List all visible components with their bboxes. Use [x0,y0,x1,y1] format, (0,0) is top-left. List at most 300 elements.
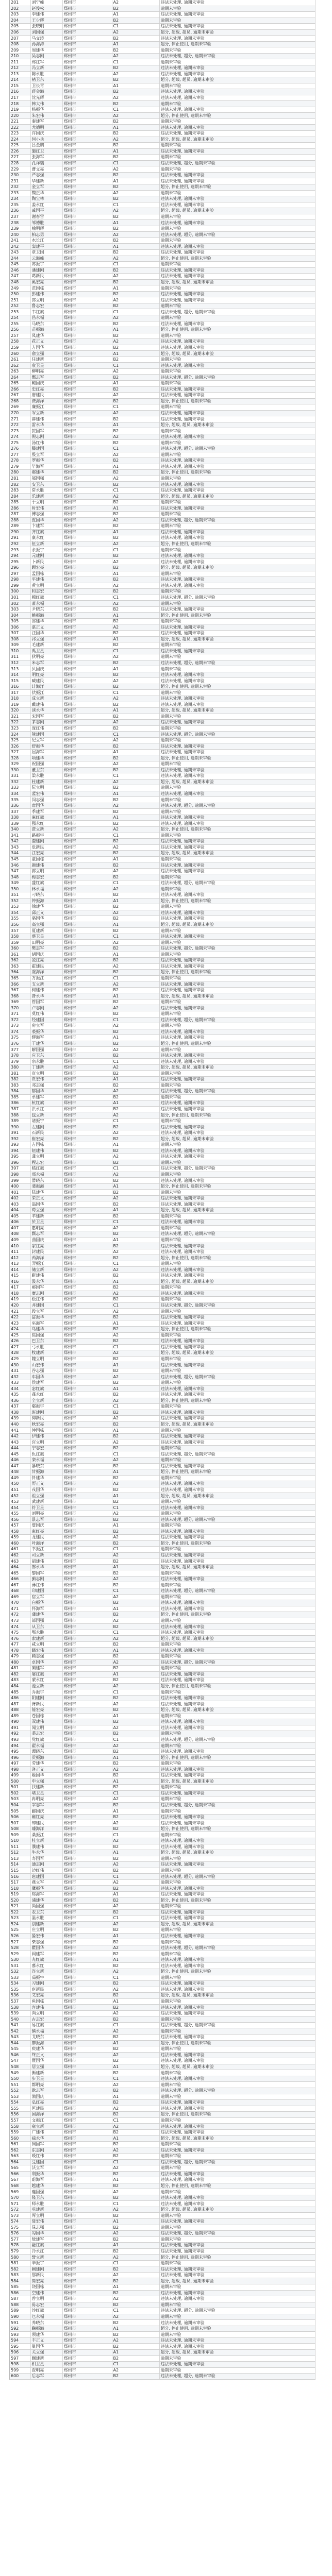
violation-reason-cell: 超分, 停止使用, 逾期未审验 [159,1897,315,1904]
table-row [10,1421,315,1428]
violation-reason-cell: 逾期未审验 [159,381,315,387]
license-class-cell: B2 [112,1285,159,1291]
driver-name-cell: 嵇红旗 [30,1166,62,1172]
table-row [10,642,315,649]
license-class-cell: B2 [112,1654,159,1660]
driver-name-cell: 贝国庆 [30,666,62,672]
table-row [10,2076,315,2082]
table-row [10,743,315,750]
license-class-cell: B2 [112,249,159,256]
license-class-cell: B2 [112,2344,159,2350]
driver-name-cell: 咸立明 [30,1641,62,1648]
driver-name-cell: 伏振江 [30,690,62,696]
violation-reason-cell: 违法未处理, 逾期未审验 [159,434,315,440]
row-number-cell: 533 [10,1975,30,1981]
license-class-cell: B2 [112,1487,159,1493]
table-row [10,1832,315,1838]
license-class-cell: A1 [112,1386,159,1392]
violation-reason-cell: 违法未处理, 逾期未审验 [159,2129,315,2136]
unit-cell: 郑州市 [62,708,112,714]
license-class-cell: B2 [112,47,159,54]
license-class-cell: A1 [112,2284,159,2291]
violation-reason-cell: 逾期未审验 [159,1689,315,1696]
license-class-cell: B2 [112,1886,159,1892]
unit-cell: 郑州市 [62,137,112,143]
driver-name-cell: 鞠振海 [30,2326,62,2332]
unit-cell: 郑州市 [62,535,112,541]
row-number-cell: 326 [10,743,30,750]
unit-cell: 郑州市 [62,1416,112,1422]
table-row [10,821,315,827]
row-number-cell: 525 [10,1927,30,1934]
table-row [10,208,315,214]
driver-name-cell: 诸振宇 [30,1118,62,1124]
driver-name-cell: 钮建伟 [30,1148,62,1154]
table-row [10,541,315,547]
row-number-cell: 399 [10,1178,30,1184]
driver-name-cell: 云海峰 [30,256,62,262]
driver-violation-table [10,0,316,2380]
violation-reason-cell: 违法未处理, 逾期未审验 [159,1338,315,1345]
unit-cell: 郑州市 [62,1285,112,1291]
unit-cell: 郑州市 [62,2337,112,2344]
license-class-cell: B2 [112,18,159,24]
license-class-cell: B2 [112,1314,159,1320]
license-class-cell: A2 [112,1374,159,1380]
license-class-cell: B2 [112,1785,159,1791]
license-class-cell: B2 [112,928,159,934]
unit-cell: 郑州市 [62,1148,112,1154]
driver-name-cell: 融红旗 [30,2243,62,2249]
license-class-cell: B2 [112,1356,159,1362]
unit-cell: 郑州市 [62,666,112,672]
unit-cell: 郑州市 [62,732,112,738]
violation-reason-cell: 超分, 停止使用, 逾期未审验 [159,1755,315,1761]
driver-name-cell: 羿振江 [30,1261,62,1267]
unit-cell: 郑州市 [62,1201,112,1208]
driver-name-cell: 景志军 [30,1517,62,1523]
violation-reason-cell: 违法未处理, 逾期未审验 [159,1148,315,1154]
table-row [10,232,315,238]
table-row [10,928,315,934]
row-number-cell: 274 [10,434,30,440]
violation-reason-cell: 违法未处理, 逾期未审验 [159,487,315,494]
violation-reason-cell: 违法未处理, 超分, 逾期未审验 [159,375,315,381]
violation-table-container [9,0,316,2380]
row-number-cell: 502 [10,1790,30,1797]
table-row [10,851,315,857]
row-number-cell: 518 [10,1886,30,1892]
row-number-cell: 448 [10,1469,30,1476]
table-row [10,2231,315,2237]
violation-reason-cell: 逾期未审验 [159,1618,315,1624]
unit-cell: 郑州市 [62,595,112,601]
table-row [10,2260,315,2266]
license-class-cell: B2 [112,809,159,815]
violation-reason-cell: 逾期未审验 [159,404,315,411]
license-class-cell: C1 [112,1404,159,1410]
row-number-cell: 585 [10,2284,30,2291]
table-row [10,2189,315,2195]
violation-reason-cell: 逾期未审验 [159,1332,315,1338]
license-class-cell: A2 [112,1552,159,1558]
driver-name-cell: 都明亮 [30,2082,62,2088]
unit-cell: 郑州市 [62,797,112,803]
license-class-cell: C1 [112,1059,159,1065]
driver-name-cell: 裴振海 [30,1183,62,1190]
license-class-cell: A2 [112,1511,159,1517]
license-class-cell: A2 [112,1535,159,1541]
row-number-cell: 402 [10,1195,30,1201]
table-row [10,2088,315,2094]
row-number-cell: 389 [10,1118,30,1124]
driver-name-cell: 慎永福 [30,2028,62,2035]
violation-reason-cell: 违法未处理, 逾期未审验 [159,815,315,821]
table-row [10,922,315,928]
violation-reason-cell: 违法未处理, 逾期未审验 [159,1701,315,1707]
unit-cell: 郑州市 [62,83,112,89]
row-number-cell: 524 [10,1921,30,1927]
row-number-cell: 344 [10,851,30,857]
table-row [10,2308,315,2314]
row-number-cell: 423 [10,1320,30,1327]
row-number-cell: 579 [10,2248,30,2255]
row-number-cell: 588 [10,2302,30,2308]
row-number-cell: 555 [10,2106,30,2112]
license-class-cell: B2 [112,1213,159,1219]
row-number-cell: 541 [10,2022,30,2028]
table-row [10,2225,315,2231]
unit-cell: 郑州市 [62,368,112,375]
driver-name-cell: 易红旗 [30,2022,62,2028]
table-row [10,1350,315,1357]
license-class-cell: A2 [112,1023,159,1029]
row-number-cell: 519 [10,1891,30,1897]
driver-name-cell: 汲永华 [30,1279,62,1285]
table-row [10,1071,315,1077]
row-number-cell: 463 [10,1558,30,1565]
license-class-cell: A2 [112,297,159,303]
unit-cell: 郑州市 [62,916,112,922]
row-number-cell: 263 [10,368,30,375]
row-number-cell: 277 [10,452,30,458]
unit-cell: 郑州市 [62,1666,112,1672]
unit-cell: 郑州市 [62,606,112,613]
table-row [10,1017,315,1023]
table-row [10,220,315,226]
violation-reason-cell: 逾期未审验 [159,166,315,173]
license-class-cell: B2 [112,1677,159,1684]
unit-cell: 郑州市 [62,1772,112,1778]
unit-cell: 郑州市 [62,1558,112,1565]
unit-cell: 郑州市 [62,1737,112,1743]
driver-name-cell: 郜永华 [30,1564,62,1570]
table-row [10,1100,315,1107]
driver-name-cell: 颜建伟 [30,862,62,869]
violation-reason-cell: 超分, 超载, 超员, 逾期未审验 [159,1064,315,1071]
license-class-cell: B2 [112,1600,159,1606]
license-class-cell: B2 [112,767,159,773]
table-row [10,196,315,202]
driver-name-cell: 谭晓东 [30,1749,62,1755]
violation-reason-cell: 逾期未审验 [159,1082,315,1089]
row-number-cell: 483 [10,1677,30,1684]
unit-cell: 郑州市 [62,1671,112,1677]
driver-name-cell: 关立强 [30,2350,62,2356]
unit-cell: 郑州市 [62,410,112,416]
license-class-cell: B2 [112,77,159,83]
driver-name-cell: 平建伟 [30,577,62,583]
violation-reason-cell: 逾期未审验 [159,1582,315,1588]
driver-name-cell: 终正义 [30,2052,62,2058]
license-class-cell: A2 [112,2052,159,2058]
table-row [10,749,315,755]
table-row [10,1029,315,1035]
row-number-cell: 556 [10,2112,30,2118]
row-number-cell: 312 [10,660,30,666]
table-row [10,613,315,619]
violation-reason-cell: 超分, 超载, 超员, 逾期未审验 [159,2136,315,2142]
table-row [10,137,315,143]
violation-reason-cell: 违法未处理, 逾期未审验 [159,339,315,345]
driver-name-cell: 栾永福 [30,1457,62,1463]
row-number-cell: 236 [10,208,30,214]
row-number-cell: 392 [10,1136,30,1142]
driver-name-cell: 丰正义 [30,2337,62,2344]
license-class-cell: A1 [112,1523,159,1529]
row-number-cell: 296 [10,565,30,571]
unit-cell: 郑州市 [62,2117,112,2124]
unit-cell: 郑州市 [62,1035,112,1041]
driver-name-cell: 艾宏亮 [30,1993,62,1999]
table-row [10,190,315,196]
driver-name-cell: 董卫东 [30,767,62,773]
driver-name-cell: 曲国庆 [30,1237,62,1243]
violation-reason-cell: 违法未处理, 逾期未审验 [159,131,315,137]
unit-cell: 郑州市 [62,1064,112,1071]
row-number-cell: 316 [10,684,30,690]
driver-name-cell: 弓永胜 [30,1344,62,1350]
license-class-cell: A1 [112,636,159,642]
license-class-cell: B2 [112,2112,159,2118]
row-number-cell: 333 [10,785,30,791]
violation-reason-cell: 违法未处理, 逾期未审验 [159,553,315,559]
violation-reason-cell: 违法未处理, 逾期未审验 [159,178,315,184]
table-row [10,1273,315,1279]
violation-reason-cell: 违法未处理, 逾期未审验 [159,1273,315,1279]
table-row [10,1314,315,1320]
license-class-cell: A2 [112,476,159,482]
license-class-cell: B2 [112,606,159,613]
unit-cell: 郑州市 [62,1707,112,1713]
violation-reason-cell: 违法未处理, 逾期未审验 [159,2201,315,2207]
driver-name-cell: 曾立明 [30,2296,62,2302]
violation-reason-cell: 违法未处理, 逾期未审验 [159,1909,315,1916]
driver-name-cell: 石新民 [30,1130,62,1136]
license-class-cell: A1 [112,1933,159,1939]
unit-cell: 郑州市 [62,2183,112,2189]
table-row [10,1891,315,1897]
row-number-cell: 592 [10,2326,30,2332]
row-number-cell: 493 [10,1737,30,1743]
unit-cell: 郑州市 [62,393,112,399]
license-class-cell: B2 [112,89,159,95]
row-number-cell: 287 [10,512,30,518]
driver-name-cell: 刁晓东 [30,892,62,899]
driver-name-cell: 席国华 [30,803,62,809]
driver-name-cell: 幸振江 [30,1547,62,1553]
violation-reason-cell: 超分, 超载, 超员, 逾期未审验 [159,2064,315,2070]
driver-name-cell: 虞海洋 [30,970,62,976]
unit-cell: 郑州市 [62,1213,112,1219]
driver-name-cell: 张海军 [30,155,62,161]
violation-reason-cell: 超分, 停止使用, 逾期未审验 [159,1683,315,1689]
license-class-cell: B2 [112,862,159,869]
violation-reason-cell: 违法未处理, 逾期未审验 [159,1291,315,1297]
table-row [10,1118,315,1124]
driver-name-cell: 华建新 [30,178,62,184]
violation-reason-cell: 超分, 超载, 超员, 逾期未审验 [159,1136,315,1142]
license-class-cell: C1 [112,59,159,65]
table-row [10,940,315,946]
driver-name-cell: 祝国强 [30,761,62,768]
license-class-cell: B2 [112,226,159,232]
unit-cell: 郑州市 [62,934,112,940]
violation-reason-cell: 违法未处理, 超分, 逾期未审验 [159,1802,315,1808]
row-number-cell: 492 [10,1731,30,1737]
row-number-cell: 450 [10,1481,30,1487]
row-number-cell: 359 [10,940,30,946]
violation-reason-cell: 逾期未审验 [159,47,315,54]
driver-name-cell: 葛新民 [30,274,62,280]
license-class-cell: A2 [112,339,159,345]
driver-name-cell: 广建伟 [30,2129,62,2136]
table-row [10,1802,315,1808]
table-row [10,482,315,488]
license-class-cell: A1 [112,2326,159,2332]
driver-name-cell: 彭建伟 [30,291,62,297]
unit-cell: 郑州市 [62,1475,112,1481]
row-number-cell: 407 [10,1225,30,1231]
violation-reason-cell: 违法未处理, 逾期未审验 [159,1963,315,1969]
violation-reason-cell: 违法未处理, 逾期未审验 [159,1671,315,1677]
violation-reason-cell: 逾期未审验 [159,1071,315,1077]
driver-name-cell: 相卫星 [30,2362,62,2368]
unit-cell: 郑州市 [62,1433,112,1439]
table-row [10,2052,315,2058]
unit-cell: 郑州市 [62,95,112,101]
unit-cell: 郑州市 [62,1309,112,1315]
table-row [10,630,315,636]
table-row [10,2314,315,2320]
driver-name-cell: 韩大伟 [30,101,62,107]
driver-name-cell: 韦红旗 [30,309,62,315]
row-number-cell: 503 [10,1797,30,1803]
row-number-cell: 365 [10,975,30,981]
driver-name-cell: 郗振宇 [30,1404,62,1410]
violation-reason-cell: 违法未处理, 逾期未审验 [159,1772,315,1778]
violation-reason-cell: 违法未处理, 逾期未审验 [159,981,315,988]
violation-reason-cell: 违法未处理, 逾期未审验 [159,791,315,797]
license-class-cell: A1 [112,285,159,292]
violation-reason-cell: 违法未处理, 逾期未审验 [159,839,315,845]
license-class-cell: B2 [112,1666,159,1672]
row-number-cell: 331 [10,773,30,779]
unit-cell: 郑州市 [62,351,112,357]
unit-cell: 郑州市 [62,178,112,184]
driver-name-cell: 牛永华 [30,1850,62,1856]
unit-cell: 郑州市 [62,839,112,845]
driver-name-cell: 阴建刚 [30,1695,62,1701]
unit-cell: 郑州市 [62,1386,112,1392]
license-class-cell: B2 [112,1053,159,1059]
driver-name-cell: 扶建新 [30,1785,62,1791]
violation-reason-cell: 超分, 超载, 超员, 逾期未审验 [159,2350,315,2356]
license-class-cell: A2 [112,113,159,119]
row-number-cell: 510 [10,1838,30,1844]
license-class-cell: A2 [112,737,159,743]
unit-cell: 郑州市 [62,1897,112,1904]
driver-name-cell: 苏振宇 [30,262,62,268]
driver-name-cell: 俞立强 [30,351,62,357]
license-class-cell: B2 [112,1641,159,1648]
table-row [10,1707,315,1713]
table-row [10,2284,315,2291]
row-number-cell: 393 [10,1142,30,1148]
violation-reason-cell: 逾期未审验 [159,1142,315,1148]
license-class-cell: A2 [112,1683,159,1689]
driver-name-cell: 蒲建华 [30,1612,62,1618]
unit-cell: 郑州市 [62,512,112,518]
driver-name-cell: 衡建新 [30,2070,62,2076]
unit-cell: 郑州市 [62,910,112,916]
table-row [10,1445,315,1451]
unit-cell: 郑州市 [62,2028,112,2035]
table-row [10,1814,315,1820]
row-number-cell: 308 [10,636,30,642]
driver-name-cell: 周建华 [30,47,62,54]
row-number-cell: 460 [10,1540,30,1547]
unit-cell: 郑州市 [62,1755,112,1761]
unit-cell: 郑州市 [62,428,112,434]
table-row [10,1767,315,1773]
row-number-cell: 539 [10,2010,30,2016]
license-class-cell: A2 [112,2028,159,2035]
unit-cell: 郑州市 [62,416,112,422]
violation-reason-cell: 违法未处理, 逾期未审验 [159,36,315,42]
violation-reason-cell: 违法未处理, 逾期未审验 [159,2052,315,2058]
license-class-cell: A1 [112,2218,159,2225]
row-number-cell: 320 [10,708,30,714]
license-class-cell: A1 [112,178,159,184]
table-row [10,636,315,642]
unit-cell: 郑州市 [62,1975,112,1981]
unit-cell: 郑州市 [62,684,112,690]
violation-reason-cell: 违法未处理, 逾期未审验 [159,1410,315,1416]
driver-name-cell: 王少辉 [30,18,62,24]
row-number-cell: 232 [10,184,30,190]
table-row [10,476,315,482]
license-class-cell: B2 [112,1475,159,1481]
row-number-cell: 397 [10,1166,30,1172]
violation-reason-cell: 超分, 停止使用, 逾期未审验 [159,970,315,976]
violation-reason-cell: 违法未处理, 逾期未审验 [159,2171,315,2177]
violation-reason-cell: 违法未处理, 超分, 逾期未审验 [159,446,315,452]
table-row [10,779,315,785]
table-row [10,59,315,65]
row-number-cell: 416 [10,1279,30,1285]
unit-cell: 郑州市 [62,1154,112,1160]
